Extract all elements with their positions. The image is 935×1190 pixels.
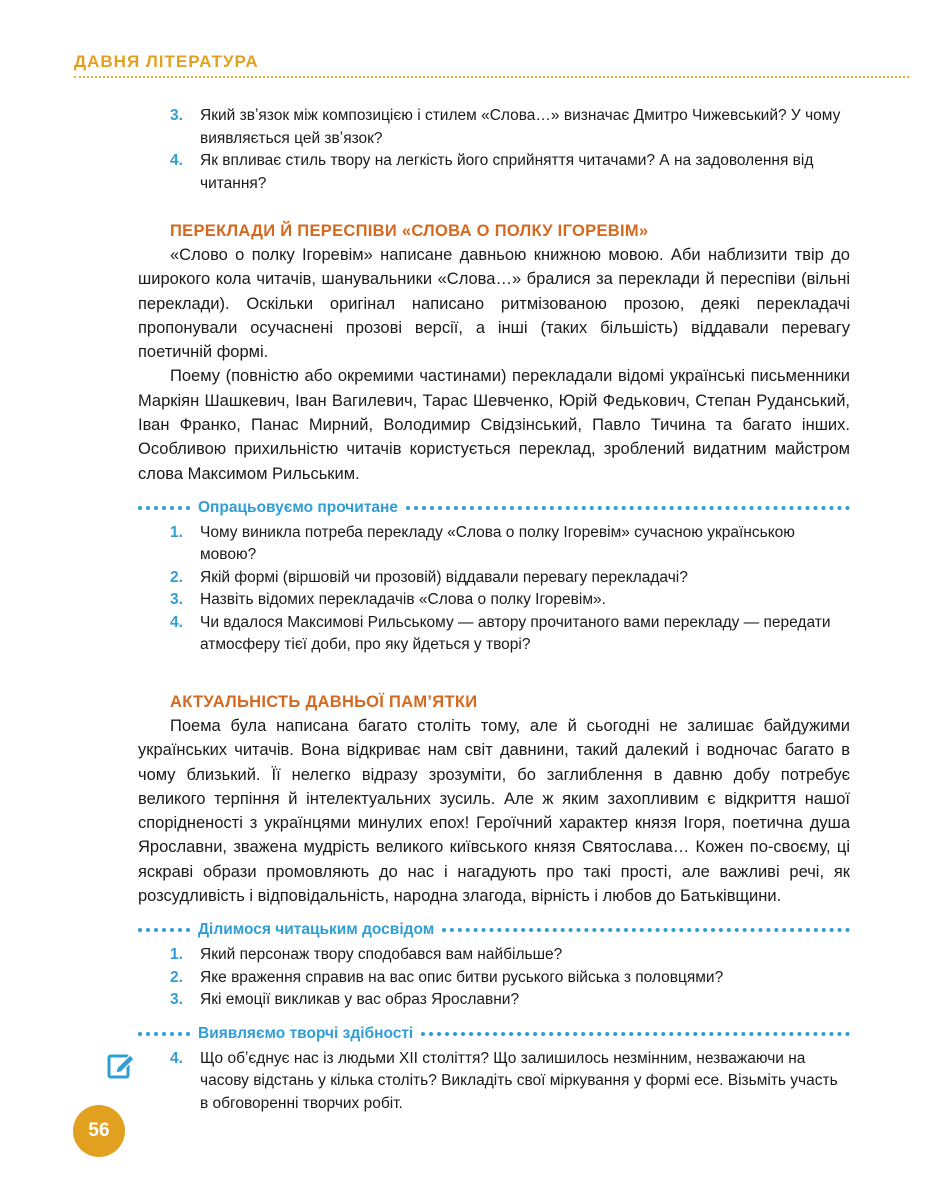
question-text: Чому виникла потреба перекладу «Слова о полку Ігоревім» сучасною українською мовою?: [200, 523, 795, 564]
question-item: [138, 150, 850, 195]
dotted-rule: [138, 1032, 190, 1036]
question-item: [138, 1048, 850, 1116]
task-block-header: [138, 1022, 850, 1046]
section-heading-relevance: АКТУАЛЬНІСТЬ ДАВНЬОЇ ПАМʼЯТКИ: [170, 692, 478, 711]
question-item: [138, 589, 850, 612]
question-number: 4.: [170, 1049, 183, 1067]
question-number: 3.: [170, 107, 183, 124]
page-content: [138, 105, 850, 1115]
question-text: Який звʼязок між композицією і стилем «Слова…» визначає Дмитро Чижевський? У чому виявляється цей звʼязок?: [200, 107, 841, 147]
paragraph: «Слово о полку Ігоревім» написане давньою книжною мовою. Аби наблизити твір до широкого кола читачів, шанувальники «Слова…» бралися за переклади й переспіви (вільні переклади). Оскільки оригінал написано ритмізованою прозою, деякі перекладачі пропонували осучаснені прозові версії, а інші (таких більшість) віддавали перевагу поетичній формі.: [138, 246, 850, 362]
task-block-title: Опрацьовуємо прочитане: [198, 498, 399, 516]
question-number: 2.: [170, 968, 183, 986]
question-number: 3.: [170, 991, 183, 1009]
question-text: Які емоції викликав у вас образ Ярославни?: [200, 991, 520, 1009]
question-text: Який персонаж твору сподобався вам найбільше?: [200, 946, 563, 964]
question-text: Чи вдалося Максимові Рильському — автору прочитаного вами перекладу — передати атмосферу тієї доби, про яку йдеться у творі?: [200, 613, 831, 654]
paragraph: Поема була написана багато століть тому, але й сьогодні не залишає байдужими українських читачів. Вона відкриває нам світ давнини, такий далекий і водночас багато в чому близький. Її нелегко відразу зрозуміти, бо заглиблення в давню добу потребує великого терпіння й інтелектуальних зусиль. Але ж яким захопливим є відкриття нашої спорідненості з українцями минулих епох! Героїчний характер князя Ігоря, поетична душа Ярославни, зважена мудрість великого київського князя Святослава… Кожен по-своєму, ці яскраві образи промовляють до нас і нагадують про такі прості, але важливі речі, як розсудливість і відповідальність, народна злагода, вірність і любов до Батьківщини.: [138, 716, 850, 906]
dotted-rule: [138, 928, 190, 932]
question-number: 2.: [170, 568, 183, 586]
question-item: [138, 567, 850, 590]
question-number: 1.: [170, 946, 183, 964]
question-number: 3.: [170, 591, 183, 609]
running-header: ДАВНЯ ЛІТЕРАТУРА: [74, 52, 259, 71]
question-item: [138, 967, 850, 990]
dotted-rule: [421, 1032, 850, 1036]
section-heading-translations: ПЕРЕКЛАДИ Й ПЕРЕСПІВИ «СЛОВА О ПОЛКУ ІГОРЕВІМ»: [170, 222, 649, 240]
task-block-header: [138, 918, 850, 942]
question-item: [138, 612, 850, 657]
question-text: Якій формі (віршовій чи прозовій) віддавали перевагу перекладачі?: [200, 568, 688, 586]
question-text: Яке враження справив на вас опис битви руського війська з половцями?: [200, 968, 724, 986]
question-item: [138, 989, 850, 1012]
question-number: 4.: [170, 613, 183, 631]
task-block-header: [138, 496, 850, 520]
page-number: 56: [73, 1105, 125, 1157]
dotted-rule: [442, 928, 850, 932]
question-item: [138, 522, 850, 567]
pencil-edit-icon: [106, 1050, 136, 1080]
question-text: Що обʼєднує нас із людьми XII століття? Що залишилось незмінним, незважаючи на часову відстань у кілька століть? Викладіть свої міркування у формі есе. Візьміть участь в обговоренні творчих робіт.: [200, 1049, 838, 1112]
question-number: 4.: [170, 152, 183, 169]
question-text: Назвіть відомих перекладачів «Слова о полку Ігоревім».: [200, 591, 606, 609]
task-block-title: Виявляємо творчі здібності: [198, 1024, 414, 1042]
question-number: 1.: [170, 523, 183, 541]
task-block-title: Ділимося читацьким досвідом: [198, 921, 435, 939]
question-item: [138, 105, 850, 150]
question-text: Як впливає стиль твору на легкість його сприйняття читачами? А на задоволення від читання?: [200, 152, 814, 192]
dotted-rule: [406, 506, 850, 510]
header-divider: [74, 76, 909, 78]
dotted-rule: [138, 506, 190, 510]
question-item: [138, 944, 850, 967]
paragraph: Поему (повністю або окремими частинами) перекладали відомі українські письменники Маркіян Шашкевич, Іван Вагилевич, Тарас Шевченко, Юрій Федькович, Степан Руданський, Іван Франко, Панас Мирний, Володимир Свідзінський, Павло Тичина та багато інших. Особливою прихильністю читачів користується переклад, зроблений видатним майстром слова Максимом Рильським.: [138, 367, 850, 483]
